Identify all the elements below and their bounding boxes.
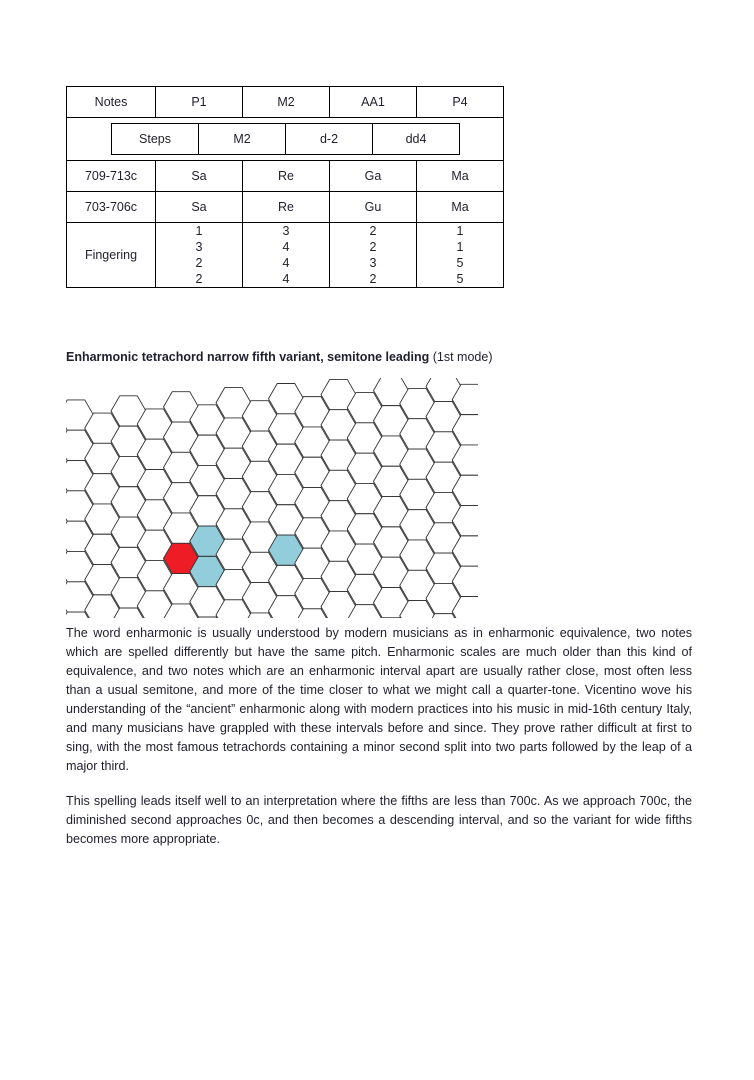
cell-709-label: 709-713c [67, 161, 156, 192]
fingering-value: 3 [282, 224, 290, 238]
cell-steps-3: dd4 [373, 124, 460, 155]
cell-fingering-col-1 [156, 223, 243, 288]
hexgrid-heading-mode: (1st mode) [429, 350, 493, 364]
fingering-value: 3 [195, 240, 203, 254]
cell-709-3: Ga [330, 161, 417, 192]
fingering-value: 2 [369, 272, 377, 286]
cell-709-2: Re [243, 161, 330, 192]
fingering-value: 4 [282, 256, 290, 270]
cell-steps-2: d-2 [286, 124, 373, 155]
cell-notes-1: P1 [156, 87, 243, 118]
fingering-value: 2 [195, 256, 203, 270]
cell-709-4: Ma [417, 161, 504, 192]
cell-steps-label: Steps [112, 124, 199, 155]
fingering-value: 4 [282, 272, 290, 286]
fingering-value: 1 [456, 224, 464, 238]
table-row-703-706c [67, 192, 504, 223]
fingering-value: 3 [369, 256, 377, 270]
cell-notes-label: Notes [67, 87, 156, 118]
fingering-value: 2 [195, 272, 203, 286]
paragraph-enharmonic-explanation: The word enharmonic is usually understood by modern musicians as in enharmonic equivalence, two notes which are spelled differently but have the same pitch. Enharmonic scales are much older than this kind of equivalence, and two notes which are an enharmonic interval apart are usually rather close, most often less than a usual semitone, and more of the time closer to what we might call a quarter-tone. Vicentino wove his understanding of the “ancient” enharmonic along with modern practices into his music in mid-16th century Italy, and many musicians have grappled with these intervals before and since. They prove rather difficult at first to sing, with the most famous tetrachords containing a minor second split into two parts followed by the leap of a major third. [66, 626, 692, 773]
cell-notes-2: M2 [243, 87, 330, 118]
cell-notes-4: P4 [417, 87, 504, 118]
hexgrid-heading-bold: Enharmonic tetrachord narrow fifth variant, semitone leading [66, 350, 430, 364]
cell-703-4: Ma [417, 192, 504, 223]
fingering-value: 1 [195, 224, 203, 238]
table-row-709-713c [67, 161, 504, 192]
cell-notes-3: AA1 [330, 87, 417, 118]
cell-steps-1: M2 [199, 124, 286, 155]
hexagonal-lattice-diagram [66, 378, 478, 618]
fingering-value: 4 [282, 240, 290, 254]
table-row-fingering [67, 223, 504, 288]
steps-row [112, 124, 460, 155]
cell-fingering-col-4 [417, 223, 504, 288]
notes-table-wrapper [66, 86, 498, 288]
cell-steps-host [67, 118, 504, 161]
fingering-value: 1 [456, 240, 464, 254]
cell-709-1: Sa [156, 161, 243, 192]
fingering-value: 2 [369, 240, 377, 254]
paragraph-spelling-interpretation: This spelling leads itself well to an interpretation where the fifths are less than 700c. As we approach 700c, the diminished second approaches 0c, and then becomes a descending interval, and so the variant for wide fifths becomes more appropriate. [66, 794, 692, 846]
fingering-value: 5 [456, 256, 464, 270]
table-row-steps [67, 118, 504, 161]
cell-fingering-col-3 [330, 223, 417, 288]
notes-table [66, 86, 504, 288]
fingering-value: 5 [456, 272, 464, 286]
hexgrid-heading [66, 350, 492, 364]
cell-fingering-col-2 [243, 223, 330, 288]
cell-703-label: 703-706c [67, 192, 156, 223]
cell-703-2: Re [243, 192, 330, 223]
table-row-notes [67, 87, 504, 118]
cell-703-1: Sa [156, 192, 243, 223]
steps-table [111, 123, 460, 155]
fingering-value: 2 [369, 224, 377, 238]
cell-703-3: Gu [330, 192, 417, 223]
steps-inner-wrapper [67, 118, 499, 160]
cell-fingering-label: Fingering [67, 223, 156, 288]
hexgrid-svg [66, 378, 478, 618]
